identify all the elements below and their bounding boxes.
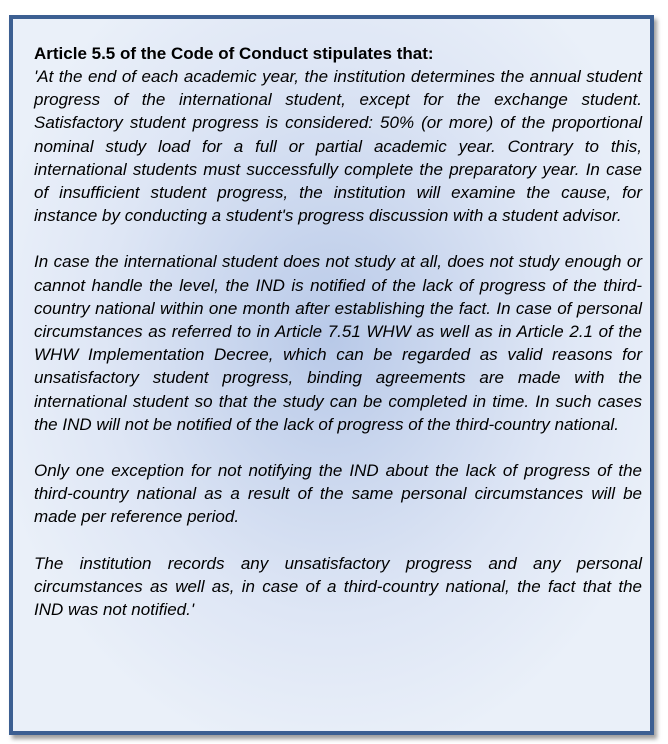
quote-heading: Article 5.5 of the Code of Conduct stipulates that: — [34, 44, 434, 63]
quote-paragraph-1: 'At the end of each academic year, the institution determines the annual student progress of the international student, except for the exchange student. Satisfactory student progress is considered: 50% (or more) of the proportional nominal study load for a full or partial academic year. Contrary to this, international students must successfully complete the preparatory year. In case of insufficient student progress, the institution will examine the cause, for instance by conducting a student's progress discussion with a student advisor. — [34, 67, 642, 226]
quote-paragraph-3: Only one exception for not notifying the IND about the lack of progress of the third-country national as a result of the same personal circumstances will be made per reference period. — [34, 461, 642, 527]
quote-box — [9, 15, 654, 735]
quote-content — [34, 43, 642, 644]
quote-paragraph-2: In case the international student does not study at all, does not study enough or cannot handle the level, the IND is notified of the lack of progress of the third-country national within one month after establishing the fact. In case of personal circumstances as referred to in Article 7.51 WHW as well as in Article 2.1 of the WHW Implementation Decree, which can be regarded as valid reasons for unsatisfactory student progress, binding agreements are made with the international student so that the study can be completed in time. In such cases the IND will not be notified of the lack of progress of the third-country national. — [34, 252, 642, 434]
quote-paragraph-4: The institution records any unsatisfactory progress and any personal circumstances as well as, in case of a third-country national, the fact that the IND was not notified.' — [34, 553, 642, 620]
